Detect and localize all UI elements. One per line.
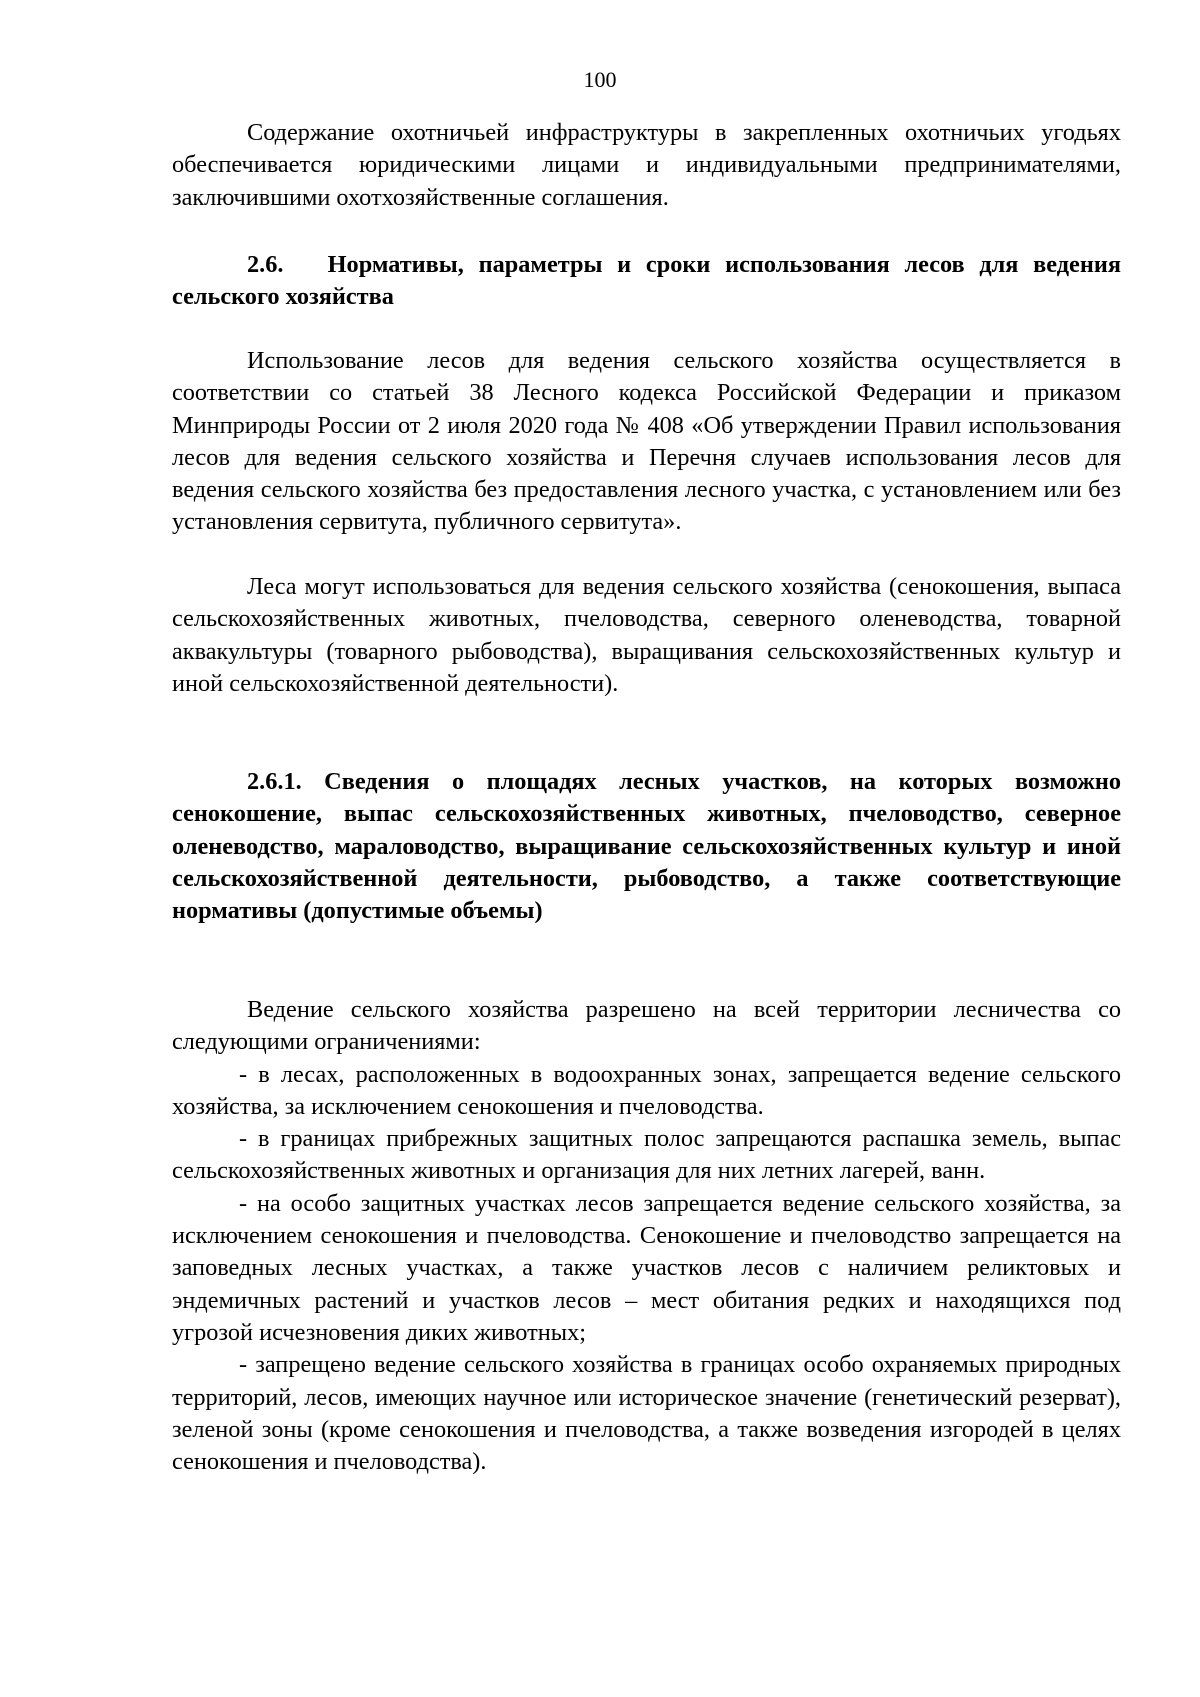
section-2-6-1-heading: [172, 766, 1121, 927]
paragraph-forest-use: Использование лесов для ведения сельского хозяйства осуществляется в соответствии со статьей 38 Лесного кодекса Российской Федерации и приказом Минприроды России от 2 июля 2020 года № 408 «Об утверждении Правил использования лесов для ведения сельского хозяйства и Перечня случаев использования лесов для ведения сельского хозяйства без предоставления лесного участка, с установлением или без установления сервитута, публичного сервитута».: [172, 347, 1121, 536]
restriction-item: - в границах прибрежных защитных полос запрещаются распашка земель, выпас сельскохозяйственных животных и организация для них летних лагерей, ванн.: [172, 1125, 1121, 1185]
restriction-item: - запрещено ведение сельского хозяйства в границах особо охраняемых природных территорий, лесов, имеющих научное или историческое значение (генетический резерват), зеленой зоны (кроме сенокошения и пчеловодства, а также возведения изгородей в целях сенокошения и пчеловодства).: [172, 1351, 1121, 1476]
section-2-6-heading: [172, 249, 1121, 314]
section-2-6-number: 2.6.: [247, 251, 284, 278]
section-2-6-1-number: 2.6.1.: [247, 768, 302, 795]
restriction-item: - на особо защитных участках лесов запрещается ведение сельского хозяйства, за исключением сенокошения и пчеловодства. Сенокошение и пчеловодство запрещается на заповедных лесных участках, а также участков лесов с наличием реликтовых и эндемичных растений и участков лесов – мест обитания редких и находящихся под угрозой исчезновения диких животных;: [172, 1189, 1121, 1346]
restrictions-block: [172, 994, 1121, 1478]
section-2-6-1-title: Сведения о площадях лесных участков, на которых возможно сенокошение, выпас сельскохозяйственных животных, пчеловодство, северное оленеводство, мараловодство, выращивание сельскохозяйственных культур и иной сельскохозяйственной деятельности, рыбоводство, а также соответствующие нормативы (допустимые объемы): [172, 768, 1121, 925]
section-2-6-title: Нормативы, параметры и сроки использования лесов для ведения сельского хозяйства: [172, 251, 1121, 311]
restriction-item: - в лесах, расположенных в водоохранных зонах, запрещается ведение сельского хозяйства, за исключением сенокошения и пчеловодства.: [172, 1060, 1121, 1120]
paragraph-forest-activities: Леса могут использоваться для ведения сельского хозяйства (сенокошения, выпаса сельскохозяйственных животных, пчеловодства, северного оленеводства, товарной аквакультуры (товарного рыбоводства), выращивания сельскохозяйственных культур и иной сельскохозяйственной деятельности).: [172, 573, 1121, 697]
intro-paragraph: Содержание охотничьей инфраструктуры в закрепленных охотничьих угодьях обеспечивается юридическими лицами и индивидуальными предпринимателями, заключившими охотхозяйственные соглашения.: [172, 119, 1121, 211]
page-number: 100: [583, 67, 617, 92]
restrictions-lead: Ведение сельского хозяйства разрешено на всей территории лесничества со следующими ограничениями:: [172, 996, 1121, 1056]
